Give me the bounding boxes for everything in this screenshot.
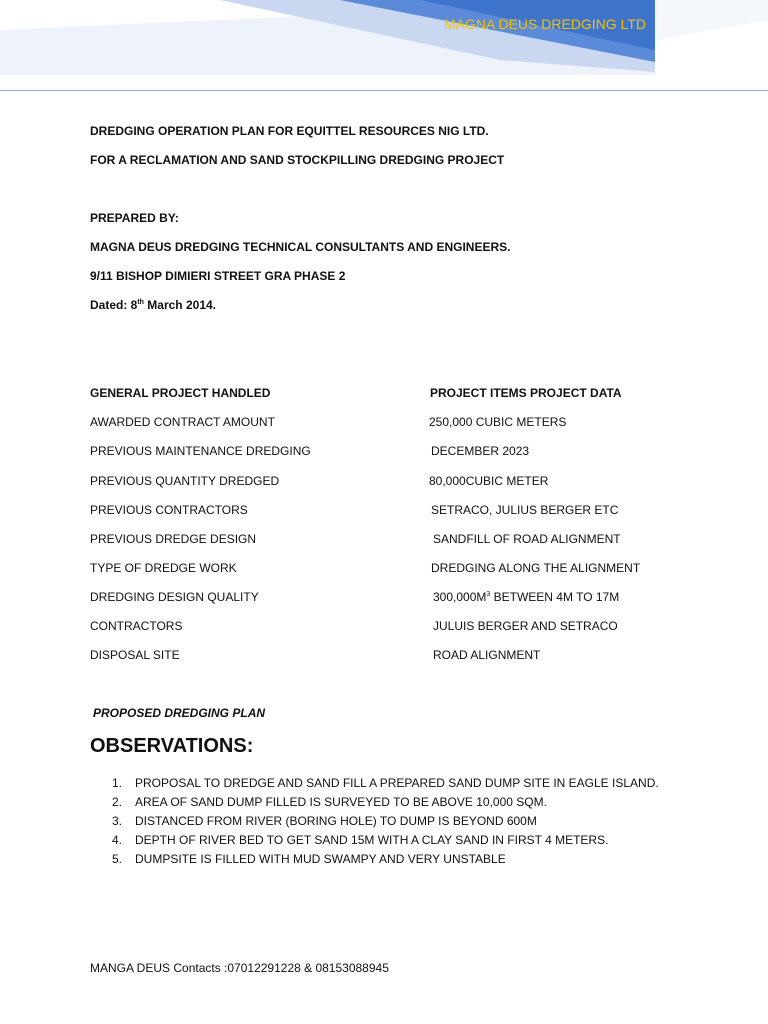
table-row-label: PREVIOUS DREDGE DESIGN: [90, 532, 257, 546]
prepared-org: MAGNA DEUS DREDGING TECHNICAL CONSULTANTS AND ENGINEERS.: [90, 240, 511, 254]
list-item: [112, 833, 608, 847]
prepared-label: PREPARED BY:: [90, 211, 179, 225]
list-item: [112, 776, 659, 790]
doc-title-line-2: FOR A RECLAMATION AND SAND STOCKPILLING DREDGING PROJECT: [90, 153, 505, 167]
dated-line: [90, 298, 216, 312]
prepared-address: 9/11 BISHOP DIMIERI STREET GRA PHASE 2: [90, 269, 346, 283]
list-item-number: 1.: [112, 776, 123, 790]
table-row-label: PREVIOUS CONTRACTORS: [90, 503, 248, 517]
table-row-label: DREDGING DESIGN QUALITY: [90, 590, 259, 604]
doc-title-line-1: DREDGING OPERATION PLAN FOR EQUITTEL RESOURCES NIG LTD.: [90, 124, 489, 138]
value-superscript: 3: [486, 591, 491, 598]
table-header-right: PROJECT ITEMS PROJECT DATA: [430, 386, 622, 400]
list-item-text: DUMPSITE IS FILLED WITH MUD SWAMPY AND VERY UNSTABLE: [135, 852, 506, 866]
table-row-label: TYPE OF DREDGE WORK: [90, 561, 237, 575]
table-row-value: SETRACO, JULIUS BERGER ETC: [431, 503, 619, 517]
table-row-value: DREDGING ALONG THE ALIGNMENT: [431, 561, 641, 575]
header-banner-graphic: [0, 0, 768, 92]
table-row-value: 250,000 CUBIC METERS: [429, 415, 567, 429]
list-item-text: AREA OF SAND DUMP FILLED IS SURVEYED TO BE ABOVE 10,000 SQM.: [135, 795, 547, 809]
list-item-text: DEPTH OF RIVER BED TO GET SAND 15M WITH A CLAY SAND IN FIRST 4 METERS.: [135, 833, 609, 847]
table-header-left: GENERAL PROJECT HANDLED: [90, 386, 271, 400]
dated-suffix: March 2014.: [143, 298, 216, 312]
table-row-value: ROAD ALIGNMENT: [433, 648, 541, 662]
table-row-label: AWARDED CONTRACT AMOUNT: [90, 415, 275, 429]
header-divider: [0, 90, 768, 91]
dated-superscript: th: [137, 299, 144, 306]
table-row-value: [433, 590, 619, 604]
table-row-value: JULUIS BERGER AND SETRACO: [433, 619, 618, 633]
table-row-label: DISPOSAL SITE: [90, 648, 180, 662]
page-header: [0, 0, 768, 92]
value-prefix: 300,000M: [433, 590, 487, 604]
table-row-label: PREVIOUS QUANTITY DREDGED: [90, 474, 280, 488]
list-item: [112, 814, 537, 828]
proposed-plan-label: PROPOSED DREDGING PLAN: [93, 706, 266, 720]
header-company-name: MAGNA DEUS DREDGING LTD: [444, 16, 646, 32]
footer-contacts: MANGA DEUS Contacts :07012291228 & 08153088945: [90, 961, 389, 975]
dated-prefix: Dated: 8: [90, 298, 138, 312]
list-item-number: 2.: [112, 795, 123, 809]
list-item-number: 3.: [112, 814, 123, 828]
list-item-number: 4.: [112, 833, 123, 847]
table-row-label: CONTRACTORS: [90, 619, 183, 633]
table-row-value: 80,000CUBIC METER: [429, 474, 549, 488]
table-row-value: SANDFILL OF ROAD ALIGNMENT: [433, 532, 621, 546]
list-item-text: DISTANCED FROM RIVER (BORING HOLE) TO DUMP IS BEYOND 600M: [135, 814, 537, 828]
list-item-number: 5.: [112, 852, 123, 866]
table-row-value: DECEMBER 2023: [431, 444, 530, 458]
observations-title: OBSERVATIONS:: [90, 735, 254, 757]
list-item: [112, 795, 547, 809]
list-item-text: PROPOSAL TO DREDGE AND SAND FILL A PREPARED SAND DUMP SITE IN EAGLE ISLAND.: [135, 776, 659, 790]
list-item: [112, 852, 506, 866]
value-suffix: BETWEEN 4M TO 17M: [490, 590, 620, 604]
table-row-label: PREVIOUS MAINTENANCE DREDGING: [90, 444, 311, 458]
